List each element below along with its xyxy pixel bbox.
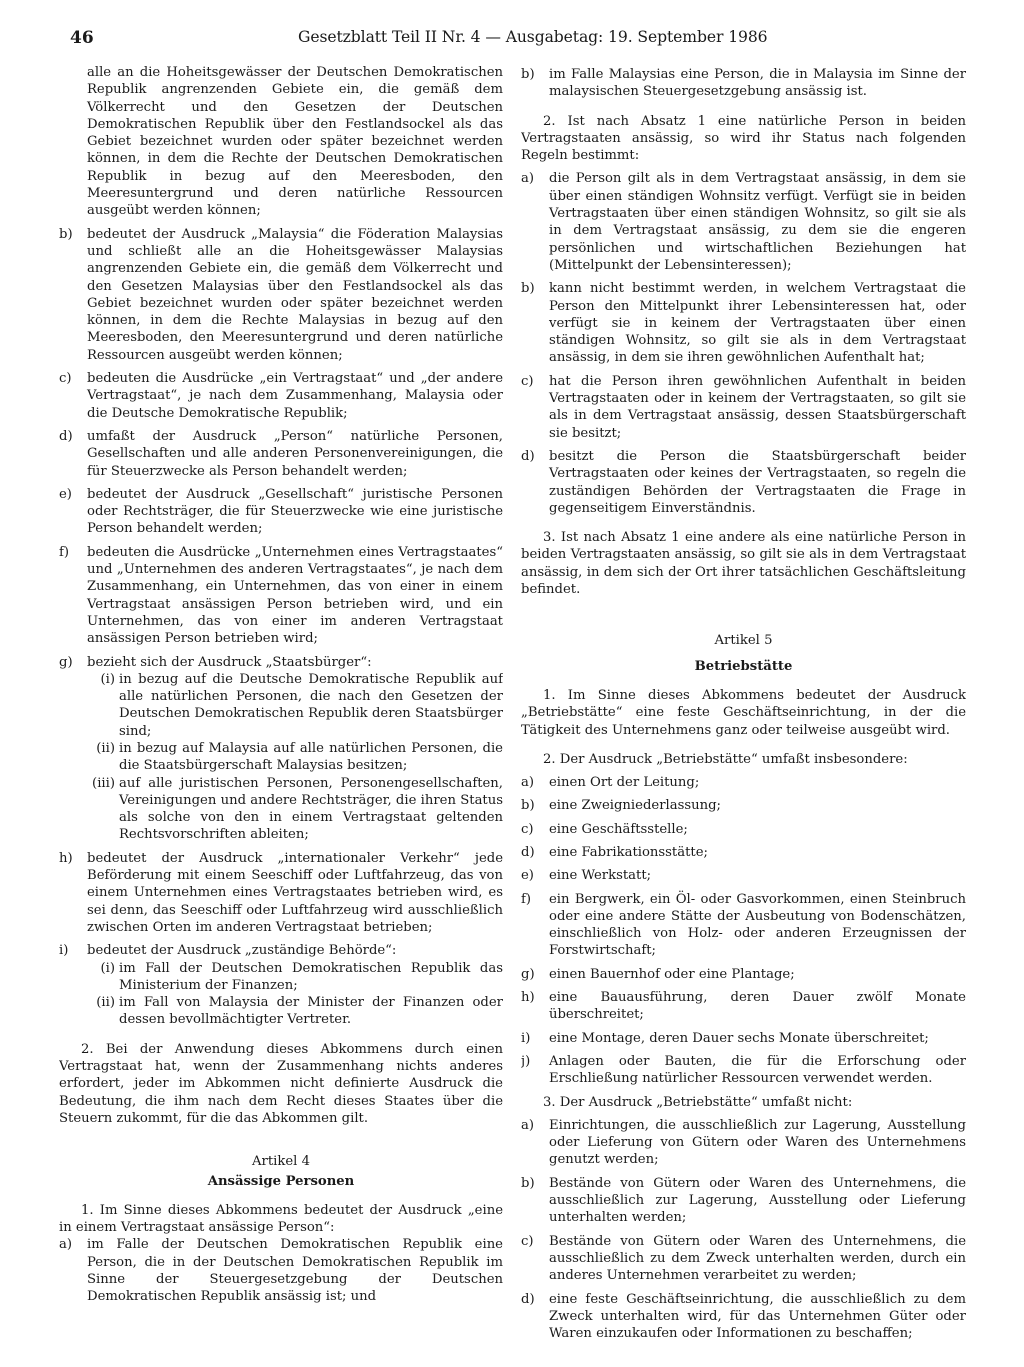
exclusion-item-a — [521, 1117, 966, 1169]
item-text: im Falle der Deutschen Demokratischen Republik eine Person, die in der Deutschen Demokratischen Republik im Sinne der Steuergesetzgebung der Deutschen Demokratischen Republik ansässig ist; und — [87, 1237, 503, 1305]
exclusion-item-b — [521, 1175, 966, 1227]
definition-item-c — [59, 370, 503, 422]
subitem-i-ii — [87, 994, 503, 1029]
establishment-item-e — [521, 867, 966, 884]
item-text: eine feste Geschäftseinrichtung, die ausschließlich zu dem Zweck unterhalten wird, für das Unternehmen Güter oder Waren einzukaufen oder Informationen zu beschaffen; — [549, 1291, 966, 1342]
establishment-item-i — [521, 1030, 966, 1047]
item-label: c) — [521, 821, 534, 837]
definition-item-g — [59, 654, 503, 671]
item-text: bedeuten die Ausdrücke „Unternehmen eines Vertragstaates“ und „Unternehmen des anderen Vertragstaates“, je nach dem Zusammenhang, ein Unternehmen, das von einer in einem Vertragstaat ansässigen Person betrieben wird, und ein Unternehmen, das von einer im anderen Vertragstaat ansässigen Person betrieben wird; — [87, 544, 503, 647]
definition-item-b — [59, 226, 503, 364]
item-label: b) — [521, 1175, 535, 1191]
item-label: a) — [521, 1117, 535, 1133]
subitem-g-iii — [87, 775, 503, 844]
item-label: b) — [521, 67, 535, 82]
item-label: c) — [59, 371, 72, 387]
item-text: im Falle Malaysias eine Person, die in Malaysia im Sinne der malaysischen Steuergesetzgebung ansässig ist. — [549, 67, 966, 100]
item-text: besitzt die Person die Staatsbürgerschaft beider Vertragstaaten oder keines der Vertragstaaten, so regeln die zuständigen Behörden der Vertragstaaten die Frage in gegenseitigem Einverständnis. — [549, 448, 966, 516]
article4-paragraph-2: 2. Ist nach Absatz 1 eine natürliche Person in beiden Vertragstaaten ansässig, so wird ihr Status nach folgenden Regeln bestimmt: — [521, 113, 966, 164]
subitem-text: im Fall der Deutschen Demokratischen Republik das Ministerium der Finanzen; — [119, 960, 503, 993]
item-label: g) — [59, 654, 73, 670]
item-text: umfaßt der Ausdruck „Person“ natürliche Personen, Gesellschaften und alle anderen Personenvereinigungen, die für Steuerzwecke als Person behandelt werden; — [87, 428, 503, 479]
status-rule-b — [521, 280, 966, 366]
item-label: e) — [59, 486, 72, 502]
subitem-text: auf alle juristischen Personen, Personengesellschaften, Vereinigungen und andere Rechtsträger, die ihren Status als solche von den in einem Vertragstaat geltenden Rechtsvorschriften ableiten; — [119, 775, 503, 843]
article5-paragraph-3: 3. Der Ausdruck „Betriebstätte“ umfaßt nicht: — [543, 1094, 853, 1110]
item-label: c) — [521, 1233, 534, 1249]
establishment-item-g — [521, 966, 966, 983]
item-label: b) — [521, 281, 535, 297]
establishment-item-j — [521, 1053, 966, 1088]
item-text: bedeutet der Ausdruck „Malaysia“ die Föderation Malaysias und schließt alle an die Hoheitsgewässer Malaysias angrenzenden Gebiete ein, die gemäß dem Völkerrecht und den Gesetzen Malaysias über den Festlandsockel als das Gebiet bezeichnet wurden oder später bezeichnet werden können, in dem die Rechte Malaysias in bezug auf den Meeresboden, den Meeresuntergrund und deren natürliche Ressourcen ausgeübt werden können; — [87, 226, 503, 363]
item-label: a) — [521, 171, 535, 187]
item-text: kann nicht bestimmt werden, in welchem Vertragstaat die Person den Mittelpunkt ihrer Lebensinteressen hat, oder verfügt sie in keinem der Vertragstaaten über einen ständigen Wohnsitz, so gilt sie als in dem Vertragstaat ansässig, in dem sie ihren gewöhnlichen Aufenthalt hat; — [549, 281, 966, 366]
subitem-text: im Fall von Malaysia der Minister der Finanzen oder dessen bevollmächtigter Vertreter. — [119, 995, 503, 1028]
item-text: eine Werkstatt; — [549, 868, 652, 884]
article4-paragraph-3: 3. Ist nach Absatz 1 eine andere als eine natürliche Person in beiden Vertragstaaten ansässig, so gilt sie als in dem Vertragstaat ansässig, in dem sich der Ort ihrer tatsächlichen Geschäftsleitung befindet. — [521, 530, 966, 598]
item-label: b) — [521, 798, 535, 814]
definition-item-i — [59, 942, 503, 959]
subitem-label: (ii) — [96, 740, 115, 756]
article5-subtitle: Betriebstätte — [694, 658, 793, 674]
item-text: einen Ort der Leitung; — [549, 775, 700, 791]
subitem-label: (i) — [100, 960, 115, 976]
item-text: Bestände von Gütern oder Waren des Unternehmens, die ausschließlich zur Lagerung, Ausstellung oder Lieferung unterhalten werden; — [549, 1175, 966, 1226]
item-label: f) — [59, 544, 70, 560]
item-label: d) — [521, 448, 535, 464]
status-rule-c — [521, 373, 966, 442]
running-header — [0, 0, 1024, 56]
item-label: i) — [521, 1030, 531, 1046]
article3-paragraph-2: 2. Bei der Anwendung dieses Abkommens durch einen Vertragstaat hat, wenn der Zusammenhang nichts anderes erfordert, jeder im Abkommen nicht definierte Ausdruck die Bedeutung, die ihm nach dem Recht dieses Staates über die Steuern zukommt, für die das Abkommen gilt. — [59, 1041, 503, 1126]
article4-subtitle: Ansässige Personen — [207, 1173, 355, 1189]
item-text: einen Bauernhof oder eine Plantage; — [549, 966, 795, 982]
item-text: hat die Person ihren gewöhnlichen Aufenthalt in beiden Vertragstaaten oder in keinem der Vertragstaaten, so gilt sie als in dem Vertragstaat ansässig, dessen Staatsbürgerschaft sie besitzt; — [549, 373, 966, 441]
item-label: g) — [521, 966, 535, 982]
definition-item-h — [59, 850, 503, 936]
establishment-item-h — [521, 989, 966, 1024]
exclusion-item-c — [521, 1233, 966, 1285]
article5-paragraph-1: 1. Im Sinne dieses Abkommens bedeutet der Ausdruck „Betriebstätte“ eine feste Geschäftseinrichtung, in der die Tätigkeit des Unternehmens ganz oder teilweise ausgeübt wird. — [521, 687, 966, 738]
page-number: 46 — [70, 28, 94, 48]
item-text: ein Bergwerk, ein Öl- oder Gasvorkommen, einen Steinbruch oder eine andere Stätte der Ausbeutung von Bodenschätzen, einschließlich von Holz- oder anderen Erzeugnissen der Forstwirtschaft; — [549, 891, 966, 959]
item-label: j) — [521, 1053, 531, 1069]
item-text: bedeuten die Ausdrücke „ein Vertragstaat“ und „der andere Vertragstaat“, je nach dem Zusammenhang, Malaysia oder die Deutsche Demokratische Republik; — [87, 371, 503, 421]
definition-item-e — [59, 486, 503, 538]
subitem-text: in bezug auf die Deutsche Demokratische Republik auf alle natürlichen Personen, die nach den Gesetzen der Deutschen Demokratischen Republik deren Staatsbürger sind; — [119, 671, 503, 739]
establishment-item-c — [521, 821, 966, 838]
establishment-item-d — [521, 844, 966, 861]
subitem-g-i — [87, 671, 503, 740]
establishment-item-f — [521, 891, 966, 960]
article5-paragraph-2: 2. Der Ausdruck „Betriebstätte“ umfaßt insbesondere: — [543, 751, 908, 767]
article4-title: Artikel 4 — [252, 1154, 310, 1170]
establishment-item-a — [521, 774, 966, 791]
item-label: d) — [521, 1291, 535, 1307]
item-text: bedeutet der Ausdruck „zuständige Behörde“: — [87, 943, 397, 959]
subitem-label: (i) — [100, 671, 115, 687]
establishment-item-b — [521, 797, 966, 814]
subitem-text: in bezug auf Malaysia auf alle natürlichen Personen, die die Staatsbürgerschaft Malaysias besitzen; — [119, 740, 503, 774]
gazette-title: Gesetzblatt Teil II Nr. 4 — Ausgabetag: 19. September 1986 — [298, 28, 768, 46]
item-text: bezieht sich der Ausdruck „Staatsbürger“: — [87, 654, 372, 670]
right-column — [521, 66, 966, 1342]
left-column — [59, 64, 503, 1306]
item-label: a) — [521, 775, 535, 791]
item-text: eine Bauausführung, deren Dauer zwölf Monate überschreitet; — [549, 990, 966, 1023]
subitem-i-i — [87, 960, 503, 995]
resident-item-b — [521, 66, 966, 101]
item-text: Anlagen oder Bauten, die für die Erforschung oder Erschließung natürlicher Ressourcen verwendet werden. — [549, 1053, 966, 1087]
item-label: i) — [59, 943, 69, 959]
item-text: Bestände von Gütern oder Waren des Unternehmens, die ausschließlich zu dem Zweck unterhalten werden, durch ein anderes Unternehmen verarbeitet zu werden; — [549, 1233, 966, 1284]
item-label: c) — [521, 373, 534, 389]
item-label: h) — [521, 990, 535, 1006]
item-label: d) — [521, 844, 535, 860]
exclusion-item-d — [521, 1291, 966, 1343]
item-text: eine Geschäftsstelle; — [549, 821, 688, 837]
status-rule-d — [521, 448, 966, 517]
article4-paragraph-1: 1. Im Sinne dieses Abkommens bedeutet der Ausdruck „eine in einem Vertragstaat ansässige Person“: — [59, 1202, 503, 1236]
item-label: d) — [59, 428, 73, 444]
item-text: bedeutet der Ausdruck „internationaler Verkehr“ jede Beförderung mit einem Seeschiff oder Luftfahrzeug, das von einem Unternehmen eines Vertragstaates betrieben wird, es sei denn, das Seeschiff oder Luftfahrzeug wird ausschließlich zwischen Orten im anderen Vertragstaat betrieben; — [87, 850, 503, 935]
item-text: bedeutet der Ausdruck „Gesellschaft“ juristische Personen oder Rechtsträger, die für Steuerzwecke wie eine juristische Person behandelt werden; — [87, 486, 503, 537]
item-text: eine Zweigniederlassung; — [549, 798, 721, 814]
item-text: die Person gilt als in dem Vertragstaat ansässig, in dem sie über einen ständigen Wohnsitz verfügt. Verfügt sie in beiden Vertragstaaten über einen ständigen Wohnsitz, so gilt sie als in dem Vertragstaat ansässig, zu dem sie die engeren persönlichen und wirtschaftlichen Beziehungen hat (Mittelpunkt der Lebensinteressen); — [549, 171, 966, 273]
status-rule-a — [521, 170, 966, 274]
item-label: e) — [521, 868, 534, 884]
item-text: eine Fabrikationsstätte; — [549, 844, 708, 860]
article5-title: Artikel 5 — [714, 633, 773, 649]
item-a-continuation: alle an die Hoheitsgewässer der Deutschen Demokratischen Republik angrenzenden Gebiete ein, die gemäß dem Völkerrecht und den Gesetzen der Deutschen Demokratischen Republik über den Festlandsockel als das Gebiet bezeichnet wurden oder später bezeichnet werden können, in dem die Rechte der Deutschen Demokratischen Republik in bezug auf den Meeresboden, den Meeresuntergrund und deren natürliche Ressourcen ausgeübt werden können; — [87, 65, 503, 219]
item-label: b) — [59, 226, 73, 242]
item-text: eine Montage, deren Dauer sechs Monate überschreitet; — [549, 1030, 929, 1046]
subitem-g-ii — [87, 740, 503, 775]
definition-item-d — [59, 428, 503, 480]
subitem-label: (ii) — [96, 995, 115, 1011]
subitem-label: (iii) — [92, 775, 115, 791]
item-label: f) — [521, 891, 532, 907]
item-label: a) — [59, 1237, 73, 1253]
definition-item-f — [59, 544, 503, 648]
item-label: h) — [59, 850, 73, 866]
item-text: Einrichtungen, die ausschließlich zur Lagerung, Ausstellung oder Lieferung von Gütern oder Waren des Unternehmens genutzt werden; — [549, 1117, 966, 1168]
resident-item-a — [59, 1236, 503, 1305]
